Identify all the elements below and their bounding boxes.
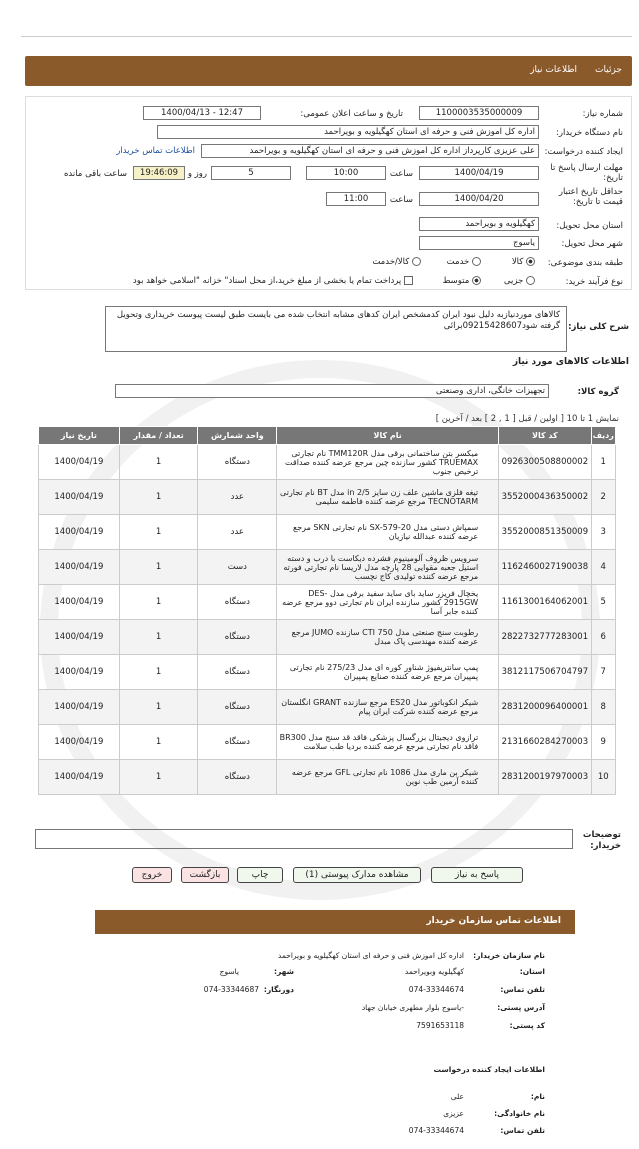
contact-province: کهگیلویه وبویراحمد [404,967,464,976]
creator-field: علی عزیزی کارپرداز اداره کل اموزش فنی و حرفه ای استان کهگیلویه و بویراحمد [201,144,539,158]
creator-name: علی [450,1092,464,1101]
goods-table [38,426,616,795]
cell-idx: 1 [591,445,615,480]
cell-unit: دستگاه [198,445,277,480]
validity-date-field: 1400/04/20 [419,192,539,206]
buyer-notes-label: توضیحات خریدار: [582,830,621,851]
radio-service[interactable] [472,257,481,266]
city-field: یاسوج [419,236,539,250]
cell-unit: دستگاه [198,655,277,690]
cell-idx: 7 [591,655,615,690]
contact-postal-label: کد پستی: [509,1021,545,1030]
announce-field: 1400/04/13 - 12:47 [143,106,261,120]
back-button[interactable]: بازگشت [181,867,229,883]
radio-minor[interactable] [526,276,535,285]
cell-name: پمپ سانتریفیوژ شناور کوره ای مدل 275/23 نام تجارتی پمپیران مرجع عرضه کننده صنایع پمپیران [277,655,499,690]
tab-need-info[interactable]: اطلاعات نیاز [530,65,577,75]
cell-unit: دستگاه [198,760,277,795]
cell-code: 3552000851350009 [499,515,591,550]
contact-phone-label: تلفن تماس: [500,985,545,994]
contact-fax-label: دورنگار: [263,985,294,994]
city-label: شهر محل تحویل: [561,239,623,249]
paging[interactable]: نمایش 1 تا 10 [ اولین / قبل [ 1 , 2 ] بعد / آخرین ] [435,414,619,424]
contact-address-label: آدرس پستی: [497,1003,545,1012]
cell-qty: 1 [119,725,198,760]
exit-button[interactable]: خروج [132,867,172,883]
cell-idx: 3 [591,515,615,550]
cell-code: 2822732777283001 [499,620,591,655]
cell-idx: 10 [591,760,615,795]
process-option-minor[interactable] [504,276,535,286]
send-date-field: 1400/04/19 [419,166,539,180]
cell-code: 2131660284270003 [499,725,591,760]
cell-name: سمپاش دستی مدل SX-579-20 نام تجارتی SKN مرجع عرضه کننده عبدالله نیازیان [277,515,499,550]
group-field: تجهیزات خانگی، اداری وصنعتی [115,384,549,398]
cell-name: یخچال فریزر ساید بای ساید سفید برفی مدل DES-2915GW کشور سازنده ایران نام تجارتی دوو مرجع عرضه کننده جابر آسا [277,585,499,620]
cell-qty: 1 [119,585,198,620]
cell-unit: عدد [198,515,277,550]
cell-name: ترازوی دیجیتال بزرگسال پزشکی فاقد قد سنج مدل BR300 فاقد نام تجارتی مرجع عرضه کننده بردیا طب سلامت [277,725,499,760]
need-number-field: 1100003535000009 [419,106,539,120]
table-row [39,445,616,480]
table-row [39,480,616,515]
header-bar [25,56,632,86]
radio-goods[interactable] [526,257,535,266]
contact-postal: 7591653118 [416,1021,464,1030]
cell-qty: 1 [119,480,198,515]
send-deadline-label: مهلت ارسال پاسخ تا تاریخ: [550,163,623,183]
cell-idx: 8 [591,690,615,725]
cell-date: 1400/04/19 [39,620,120,655]
payment-note-text: پرداخت تمام یا بخشی از مبلغ خرید،از محل اسناد" خزانه "اسلامی خواهد بود [132,276,402,286]
class-option-goods[interactable] [512,257,535,267]
table-row [39,515,616,550]
buyer-notes-field [35,829,573,849]
cell-name: میکسر بتن ساختمانی برقی مدل TMM120R نام تجارتی TRUEMAX کشور سازنده چین مرجع عرضه کننده صداقت ترخیص جنوب [277,445,499,480]
attachments-button[interactable]: مشاهده مدارک پیوستی (1) [293,867,421,883]
send-time-label: ساعت [389,169,413,179]
cell-unit: دستگاه [198,585,277,620]
cell-idx: 4 [591,550,615,585]
treasury-checkbox[interactable] [404,276,413,285]
process-label: نوع فرآیند خرید: [565,277,623,287]
cell-date: 1400/04/19 [39,725,120,760]
creator-phone-label: تلفن تماس: [500,1126,545,1135]
cell-name: تیغه فلزی ماشین علف زن سایز 2/5 in مدل BT نام تجارتی TECNOTARM مرجع عرضه کننده فاطمه سلیمی [277,480,499,515]
contact-phone: 074-33344674 [408,985,464,994]
cell-qty: 1 [119,760,198,795]
class-option-both[interactable] [372,257,421,267]
cell-qty: 1 [119,550,198,585]
min-validity-label: حداقل تاریخ اعتبار قیمت تا تاریخ: [558,187,623,207]
cell-date: 1400/04/19 [39,515,120,550]
province-label: استان محل تحویل: [556,221,623,231]
tab-details[interactable]: جزئیات [595,65,622,75]
contact-org: اداره کل اموزش فنی و حرفه ای استان کهگیلویه و بویراحمد [277,951,464,960]
cell-code: 1162460027190038 [499,550,591,585]
desc-label: شرح کلی نیاز: [568,322,629,332]
cell-code: 3552000436350002 [499,480,591,515]
col-code: کد کالا [499,427,591,445]
radio-both[interactable] [412,257,421,266]
contact-link[interactable]: اطلاعات تماس خریدار [116,146,195,156]
reply-button[interactable]: پاسخ به نیاز [431,867,523,883]
class-label: طبقه بندی موضوعی: [547,258,623,268]
cell-unit: دستگاه [198,620,277,655]
cell-date: 1400/04/19 [39,550,120,585]
table-row [39,550,616,585]
table-row [39,760,616,795]
table-row [39,620,616,655]
desc-text: کالاهای موردنیازبه دلیل نبود ایران کدمشخص ایران کدهای مشابه انتخاب شده می بایست طبق لیست پیوست خریداری وتحویل گرفته شود09215428607برائی [105,306,567,352]
cell-unit: دست [198,550,277,585]
cell-idx: 2 [591,480,615,515]
days-label: روز و [187,169,207,179]
cell-unit: دستگاه [198,690,277,725]
cell-unit: دستگاه [198,725,277,760]
cell-idx: 5 [591,585,615,620]
cell-name: رطوبت سنج صنعتی مدل CTI 750 سازنده JUMO مرجع عرضه کننده مهندسی پاک مبدل [277,620,499,655]
process-option-minor-label: جزیی [503,276,524,286]
top-divider [21,36,632,37]
cell-unit: عدد [198,480,277,515]
creator-phone: 074-33344674 [408,1126,464,1135]
cell-name: سرویس ظروف آلومینیوم فشرده دیکاست با درب و دسته استیل جعبه مقوایی 28 پارچه مدل لاریسا نام تجارتی فورته مرجع عرضه کننده تولیدی کاج نچسب [277,550,499,585]
print-button[interactable]: چاپ [237,867,283,883]
cell-qty: 1 [119,445,198,480]
class-option-service-label: خدمت [446,257,470,267]
contact-fax: 074-33344687 [203,985,259,994]
cell-code: 2831200197970003 [499,760,591,795]
cell-date: 1400/04/19 [39,480,120,515]
class-option-goods-label: کالا [511,257,524,267]
creator-label: ایجاد کننده درخواست: [544,147,623,157]
creator-family-label: نام خانوادگی: [494,1109,545,1118]
cell-date: 1400/04/19 [39,655,120,690]
payment-note[interactable] [133,276,413,286]
class-option-service[interactable] [447,257,481,267]
cell-qty: 1 [119,620,198,655]
cell-date: 1400/04/19 [39,760,120,795]
creator-name-label: نام: [530,1092,545,1101]
col-unit: واحد شمارش [198,427,277,445]
cell-code: 1161300164062001 [499,585,591,620]
col-name: نام کالا [277,427,499,445]
cell-date: 1400/04/19 [39,690,120,725]
contact-province-label: استان: [519,967,545,976]
validity-time-label: ساعت [389,195,413,205]
cell-name: شیکر بن ماری مدل 1086 نام تجارتی GFL مرجع عرضه کننده آرمین طب نوین [277,760,499,795]
contact-header [95,910,575,934]
cell-date: 1400/04/19 [39,585,120,620]
days-field: 5 [211,166,291,180]
col-idx: ردیف [591,427,615,445]
validity-time-field: 11:00 [326,192,386,206]
contact-city-label: شهر: [274,967,294,976]
cell-qty: 1 [119,515,198,550]
cell-code: 0926300508800002 [499,445,591,480]
cell-date: 1400/04/19 [39,445,120,480]
col-qty: تعداد / مقدار [119,427,198,445]
cell-qty: 1 [119,690,198,725]
remaining-label: ساعت باقی مانده [63,169,127,179]
contact-city: یاسوج [219,967,239,976]
group-label: گروه کالا: [577,387,619,397]
table-row [39,690,616,725]
contact-address: -یاسوج بلوار مطهری خیابان جهاد [361,1003,464,1012]
creator-family: عزیزی [443,1109,464,1118]
goods-title: اطلاعات کالاهای مورد نیاز [512,357,629,367]
process-option-medium[interactable] [443,276,481,286]
cell-qty: 1 [119,655,198,690]
cell-name: شیکر انکوباتور مدل ES20 مرجع سازنده GRANT انگلستان مرجع عرضه کننده شرکت ایران پیام [277,690,499,725]
table-row [39,585,616,620]
announce-label: تاریخ و ساعت اعلان عمومی: [300,109,403,119]
table-row [39,725,616,760]
cell-code: 3812117506704797 [499,655,591,690]
class-option-both-label: کالا/خدمت [372,257,410,267]
need-number-label: شماره نیاز: [582,109,623,119]
cell-idx: 6 [591,620,615,655]
process-option-medium-label: متوسط [442,276,470,286]
province-field: کهگیلویه و بویراحمد [419,217,539,231]
col-date: تاریخ نیاز [39,427,120,445]
remaining-time-field: 19:46:09 [133,166,185,180]
creator-info-title: اطلاعات ایجاد کننده درخواست [433,1065,545,1074]
contact-title: اطلاعات تماس سازمان خریدار [426,916,561,926]
buyer-org-field: اداره کل اموزش فنی و حرفه ای استان کهگیلویه و بویراحمد [157,125,539,139]
radio-medium[interactable] [472,276,481,285]
cell-code: 2831200096400001 [499,690,591,725]
buyer-org-label: نام دستگاه خریدار: [556,128,623,138]
cell-idx: 9 [591,725,615,760]
contact-org-label: نام سازمان خریدار: [473,951,545,960]
need-info-panel [25,96,632,290]
table-row [39,655,616,690]
send-time-field: 10:00 [306,166,386,180]
